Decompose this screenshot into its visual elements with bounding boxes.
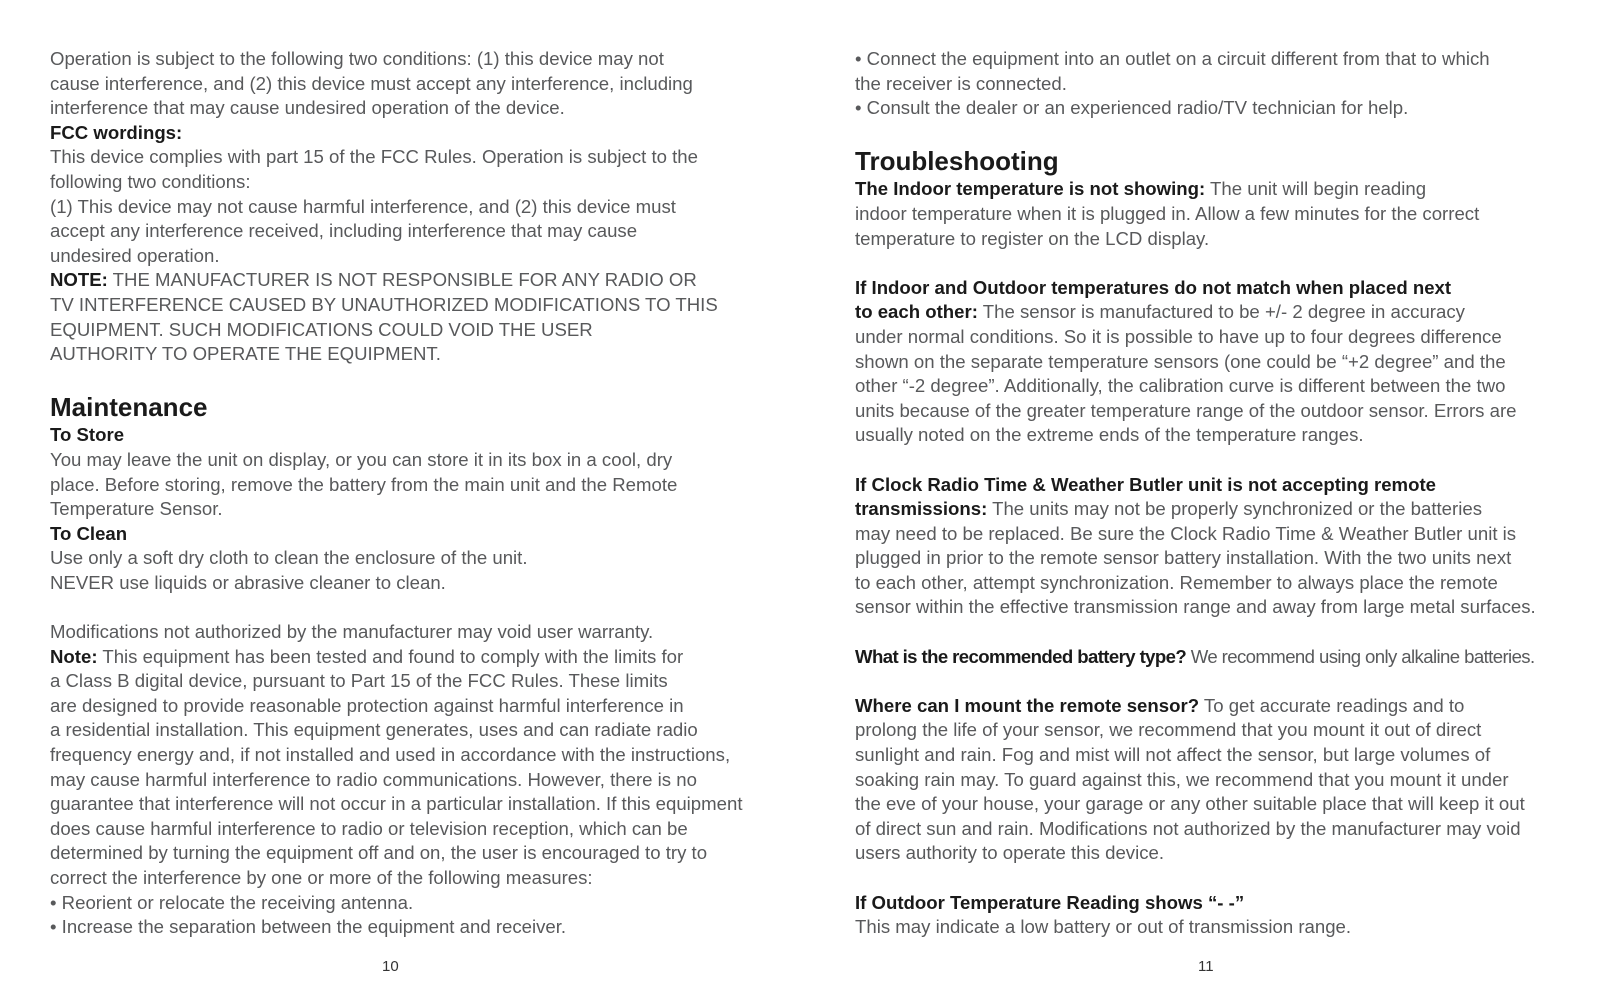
intro-paragraph: Operation is subject to the following two conditions: (1) this device may not cause interference, and (2) this device must accept any interference, including interference that may cause undesired operation of the device.: [50, 48, 693, 119]
faq-indoor-temp: [855, 177, 1560, 251]
faq-answer: The unit will begin reading indoor temperature when it is plugged in. Allow a few minutes for the correct temperature to register on the LCD display.: [855, 178, 1480, 249]
list-item: • Connect the equipment into an outlet on a circuit different from that to which the receiver is connected.: [855, 48, 1490, 94]
store-text: You may leave the unit on display, or you can store it in its box in a cool, dry place. Before storing, remove the battery from the main unit and the Remote Temperature Sensor.: [50, 448, 678, 520]
note2-text: This equipment has been tested and found to comply with the limits for a Class B digital device, pursuant to Part 15 of the FCC Rules. These limits are designed to provide reasonable protection against harmful interference in a residential installation. This equipment generates, uses and can radiate radio frequency energy and, if not installed and used in accordance with the instructions, may cause harmful interference to radio communications. However, there is no guarantee that interference will not occur in a particular installation. If this equipment does cause harmful interference to radio or television reception, which can be determined by turning the equipment off and on, the user is encouraged to try to correct the interference by one or more of the following measures:: [50, 645, 743, 888]
faq-remote-transmissions: [855, 473, 1560, 621]
faq-outdoor-reading-question: If Outdoor Temperature Reading shows “- -”: [855, 891, 1245, 913]
faq-battery-type: [855, 645, 1560, 670]
maintenance-title: Maintenance: [50, 392, 208, 423]
clean-text: Use only a soft dry cloth to clean the enclosure of the unit. NEVER use liquids or abrasive cleaner to clean.: [50, 547, 528, 593]
faq-answer: To get accurate readings and to prolong the life of your sensor, we recommend that you mount it out of direct sunlight and rain. Fog and mist will not affect the sensor, but large volumes of soaking rain may. To guard against this, we recommend that you mount it under the eve of your house, your garage or any other suitable place that will keep it out of direct sun and rain. Modifications not authorized by the manufacturer may void users authority to operate this device.: [855, 694, 1525, 864]
faq-question: The Indoor temperature is not showing:: [855, 178, 1206, 200]
left-page: [50, 47, 755, 940]
faq-question: Where can I mount the remote sensor?: [855, 694, 1200, 716]
faq-outdoor-reading-answer: This may indicate a low battery or out of transmission range.: [855, 916, 1352, 938]
list-item: • Increase the separation between the equipment and receiver.: [50, 916, 567, 938]
page-number-right: 11: [1198, 958, 1214, 975]
note-text: THE MANUFACTURER IS NOT RESPONSIBLE FOR ANY RADIO OR TV INTERFERENCE CAUSED BY UNAUTHORIZED MODIFICATIONS TO THIS EQUIPMENT. SUCH MODIFICATIONS COULD VOID THE USER AUTHORITY TO OPERATE THE EQUIPMENT.: [50, 269, 718, 365]
faq-question: If Indoor and Outdoor temperatures do not match when placed next to each other:: [855, 276, 1452, 323]
faq-question: What is the recommended battery type?: [855, 645, 1187, 667]
right-page: [855, 47, 1560, 940]
troubleshooting-title: Troubleshooting: [855, 146, 1059, 177]
fcc-text: This device complies with part 15 of the FCC Rules. Operation is subject to the following two conditions: (1) This device may not cause harmful interference, and (2) this device must accept any interference received, including interference that may cause undesired operation.: [50, 146, 698, 266]
note-label: NOTE:: [50, 269, 108, 291]
list-item: • Consult the dealer or an experienced radio/TV technician for help.: [855, 97, 1409, 119]
fcc-heading: FCC wordings:: [50, 121, 183, 143]
page-number-left: 10: [382, 958, 399, 975]
faq-question: If Clock Radio Time & Weather Butler unit is not accepting remote transmissions:: [855, 473, 1436, 520]
note-paragraph: [50, 268, 755, 366]
faq-temps-mismatch: [855, 276, 1560, 448]
faq-answer: The sensor is manufactured to be +/- 2 degree in accuracy under normal conditions. So it is possible to have up to four degrees difference shown on the separate temperature sensors (one could be “+2 degree” and the other “-2 degree”. Additionally, the calibration curve is different between the two units because of the greater temperature range of the outdoor sensor. Errors are usually noted on the extreme ends of the temperature ranges.: [855, 301, 1517, 446]
note2-label: Note:: [50, 645, 98, 667]
faq-mount-sensor: [855, 694, 1560, 866]
faq-answer: We recommend using only alkaline batteries.: [1186, 645, 1535, 667]
clean-heading: To Clean: [50, 522, 128, 544]
note2-paragraph: [50, 645, 755, 891]
store-heading: To Store: [50, 424, 125, 446]
modifications-text: Modifications not authorized by the manufacturer may void user warranty.: [50, 621, 654, 643]
list-item: • Reorient or relocate the receiving antenna.: [50, 891, 414, 913]
faq-answer: The units may not be properly synchronized or the batteries may need to be replaced. Be sure the Clock Radio Time & Weather Butler unit is plugged in prior to the remote sensor battery installation. With the two units next to each other, attempt synchronization. Remember to always place the remote sensor within the effective transmission range and away from large metal surfaces.: [855, 498, 1536, 618]
